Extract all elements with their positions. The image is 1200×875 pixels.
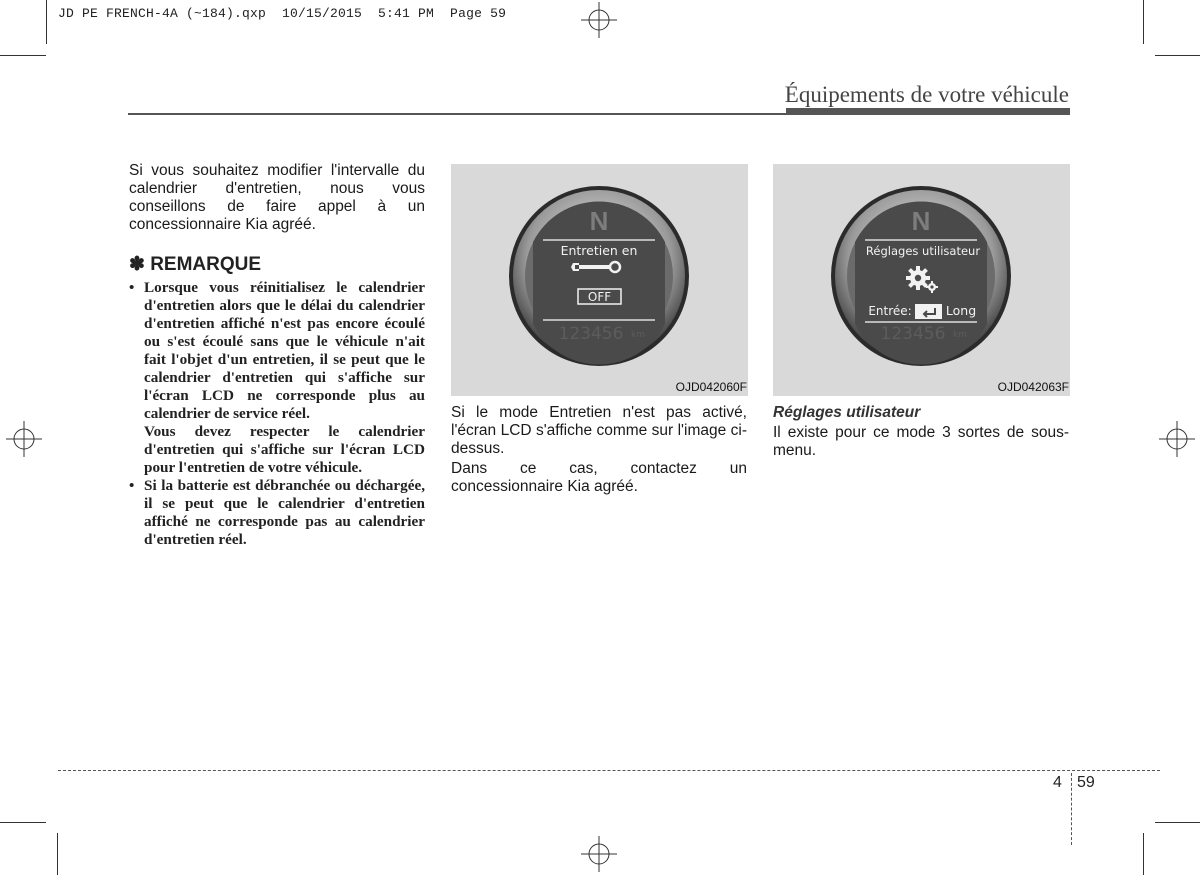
registration-mark-icon xyxy=(6,421,42,457)
lcd-title: Réglages utilisateur xyxy=(865,244,981,258)
figure-code: OJD042060F xyxy=(675,380,747,394)
crop-mark xyxy=(1155,822,1200,823)
crop-mark xyxy=(1143,0,1144,44)
crop-mark xyxy=(0,55,46,56)
off-label: OFF xyxy=(587,290,612,304)
odometer-readout: 123456 xyxy=(880,324,946,344)
remark-text: Si la batterie est débranchée ou déchargée, il se peut que le calendrier d'entretien affiché ne corresponde pas au calendrier d'entretien réel. xyxy=(144,477,425,548)
registration-mark-icon xyxy=(581,2,617,38)
user-settings-description: Il existe pour ce mode 3 sortes de sous-menu. xyxy=(773,424,1069,459)
odometer-unit: km xyxy=(953,330,967,340)
remark-text: Vous devez respecter le calendrier d'entretien qui s'affiche sur l'écran LCD pour l'entretien de votre véhicule. xyxy=(144,423,425,476)
lcd-title: Entretien en xyxy=(560,243,638,258)
gauge-illustration xyxy=(451,164,748,396)
enter-key-icon xyxy=(915,304,942,319)
registration-mark-icon xyxy=(1159,421,1195,457)
entry-action: Long xyxy=(945,303,977,318)
footer-dashed-divider xyxy=(1071,773,1072,845)
crop-mark xyxy=(46,0,47,44)
remark-text: Lorsque vous réinitialisez le calendrier d'entretien alors que le délai du calendrier d'entretien affiché n'est pas encore écoulé ou s'est écoulé sans que le véhicule n'ait fait l'objet d'un entretien, il se peut que le calendrier d'entretien qui s'affiche sur l'écran LCD ne corresponde plus au calendrier de service réel. xyxy=(144,279,425,422)
figure-code: OJD042063F xyxy=(997,380,1069,394)
header-rule xyxy=(128,113,788,115)
figure-maintenance-gauge xyxy=(451,164,748,396)
gear-indicator: N xyxy=(589,206,609,236)
gauge-illustration xyxy=(773,164,1070,396)
crop-mark xyxy=(57,833,58,875)
figure-user-settings-gauge xyxy=(773,164,1070,396)
maintenance-note: Si le mode Entretien n'est pas activé, l'écran LCD s'affiche comme sur l'image ci-dessus. xyxy=(451,404,747,457)
bullet: • xyxy=(129,279,135,296)
remark-heading: ✽ REMARQUE xyxy=(129,254,262,275)
gear-indicator: N xyxy=(911,206,931,236)
page-number: 59 xyxy=(1077,774,1095,791)
crop-mark xyxy=(0,822,46,823)
header-rule-thick xyxy=(786,108,1070,115)
odometer-unit: km xyxy=(631,330,645,340)
user-settings-subheading: Réglages utilisateur xyxy=(773,404,921,421)
crop-mark xyxy=(1143,833,1144,875)
entry-label: Entrée: xyxy=(868,304,912,318)
crop-mark xyxy=(1155,55,1200,56)
odometer-readout: 123456 xyxy=(558,324,624,344)
section-title: Équipements de votre véhicule xyxy=(784,82,1069,107)
print-slug: JD PE FRENCH-4A (~184).qxp 10/15/2015 5:41 PM Page 59 xyxy=(58,6,507,21)
footer-dashed-rule xyxy=(58,770,1160,771)
list-item xyxy=(129,279,425,477)
remark-list xyxy=(129,279,425,549)
intro-paragraph: Si vous souhaitez modifier l'intervalle du calendrier d'entretien, nous vous conseillons de faire appel à un concessionnaire Kia agréé. xyxy=(129,162,425,233)
bullet: • xyxy=(129,477,135,494)
list-item xyxy=(129,477,425,549)
maintenance-contact: Dans ce cas, contactez un concessionnaire Kia agréé. xyxy=(451,460,747,495)
chapter-number: 4 xyxy=(1053,774,1062,791)
registration-mark-icon xyxy=(581,836,617,872)
